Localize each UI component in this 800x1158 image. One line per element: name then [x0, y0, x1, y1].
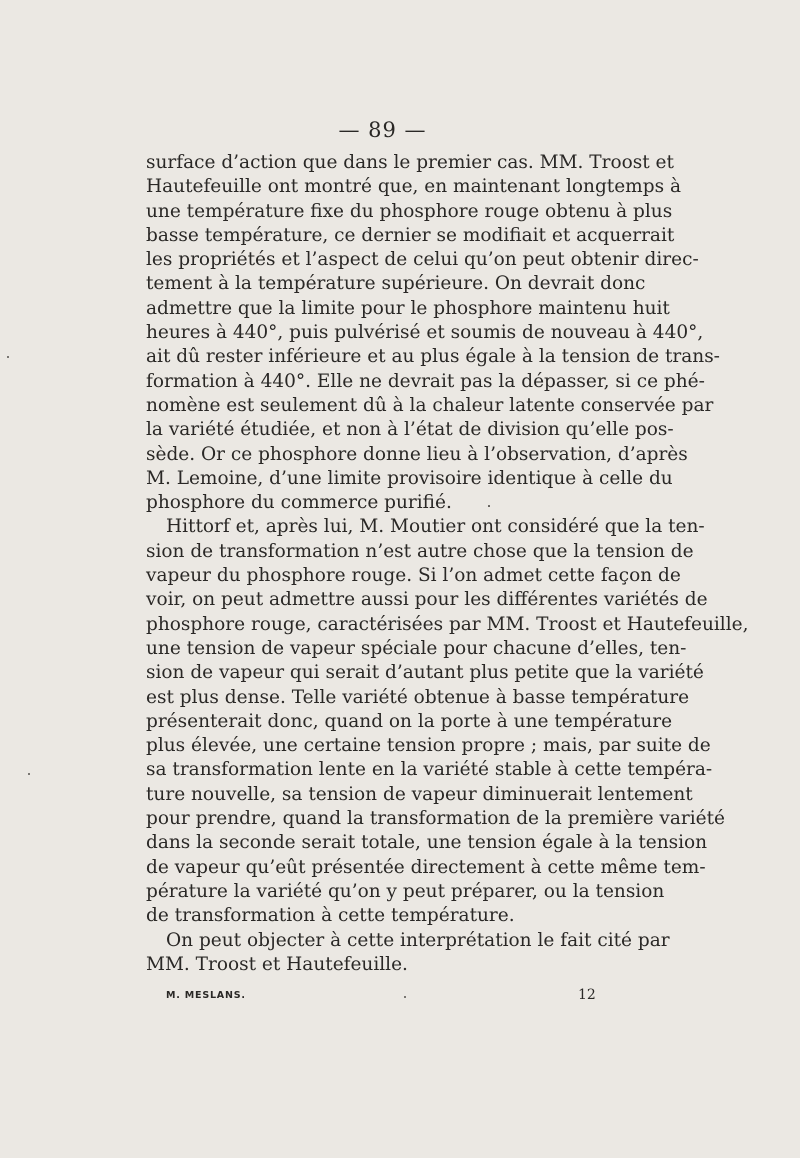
text-line: nomène est seulement dû à la chaleur latente conservée par	[146, 394, 714, 416]
text-line: phosphore rouge, caractérisées par MM. Troost et Hautefeuille,	[146, 613, 749, 635]
text-line: pour prendre, quand la transformation de la première variété	[146, 808, 726, 830]
text-line: sion de vapeur qui serait d’autant plus petite que la variété	[146, 662, 704, 684]
text-line: voir, on peut admettre aussi pour les différentes variétés de	[146, 589, 708, 611]
page-number: — 89 —	[338, 118, 427, 142]
text-line: vapeur du phosphore rouge. Si l’on admet cette façon de	[146, 565, 681, 587]
paper-speck	[488, 505, 490, 507]
text-line: Hittorf et, après lui, M. Moutier ont considéré que la ten-	[166, 516, 705, 538]
paper-speck	[404, 996, 406, 998]
text-line: de vapeur qu’eût présentée directement à cette même tem-	[146, 856, 706, 878]
text-line: de transformation à cette température.	[146, 905, 515, 927]
text-line: une tension de vapeur spéciale pour chacune d’elles, ten-	[146, 637, 687, 659]
text-line: tement à la température supérieure. On devrait donc	[146, 273, 646, 295]
text-line: formation à 440°. Elle ne devrait pas la dépasser, si ce phé-	[146, 370, 705, 392]
text-line: les propriétés et l’aspect de celui qu’on peut obtenir direc-	[146, 249, 699, 271]
text-line: la variété étudiée, et non à l’état de division qu’elle pos-	[146, 419, 674, 441]
text-line: admettre que la limite pour le phosphore maintenu huit	[146, 297, 670, 319]
text-line: sa transformation lente en la variété stable à cette tempéra-	[146, 759, 713, 781]
text-line: présenterait donc, quand on la porte à une température	[146, 710, 673, 732]
text-line: est plus dense. Telle variété obtenue à basse température	[146, 686, 690, 708]
text-line: heures à 440°, puis pulvérisé et soumis de nouveau à 440°,	[146, 322, 704, 344]
text-line: surface d’action que dans le premier cas. MM. Troost et	[146, 152, 674, 173]
text-line: dans la seconde serait totale, une tension égale à la tension	[146, 832, 708, 854]
text-line: phosphore du commerce purifié.	[146, 492, 452, 514]
paper-speck	[7, 356, 9, 358]
text-line: MM. Troost et Hautefeuille.	[146, 953, 408, 975]
text-line: sion de transformation n’est autre chose que la tension de	[146, 540, 694, 562]
text-line: basse température, ce dernier se modifiait et acquerrait	[146, 224, 675, 246]
footer-sheet-number: 12	[578, 987, 596, 1003]
footer-signature: M. MESLANS.	[166, 990, 246, 1001]
paper-speck	[28, 773, 30, 775]
text-line: On peut objecter à cette interprétation le fait cité par	[166, 929, 670, 951]
text-line: une température fixe du phosphore rouge obtenu à plus	[146, 200, 673, 222]
text-line: pérature la variété qu’on y peut préparer, ou la tension	[146, 880, 665, 902]
text-line: M. Lemoine, d’une limite provisoire identique à celle du	[146, 467, 673, 489]
body-text	[146, 151, 749, 977]
text-line: sède. Or ce phosphore donne lieu à l’observation, d’après	[146, 443, 688, 465]
text-line: plus élevée, une certaine tension propre ; mais, par suite de	[146, 735, 711, 757]
text-line: ture nouvelle, sa tension de vapeur diminuerait lentement	[146, 783, 693, 805]
text-line: ait dû rester inférieure et au plus égale à la tension de trans-	[146, 346, 720, 368]
text-line: Hautefeuille ont montré que, en maintenant longtemps à	[146, 176, 681, 198]
